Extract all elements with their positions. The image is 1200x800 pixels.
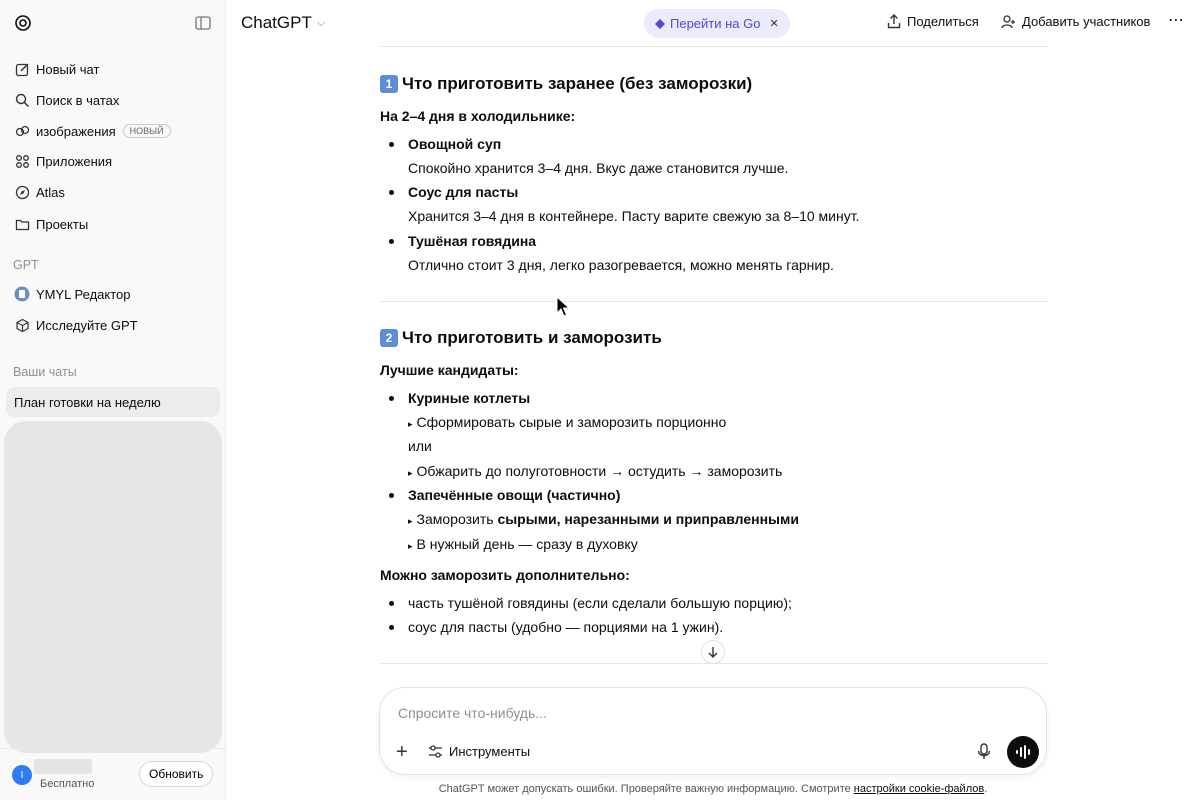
divider: [380, 301, 1048, 302]
bullet: [389, 142, 394, 147]
voice-mode-button[interactable]: [1007, 736, 1039, 768]
divider: [380, 46, 1048, 47]
disclaimer-text: ChatGPT может допускать ошибки. Проверяйте важную информацию. Смотрите: [438, 783, 854, 795]
sidebar-item-label: Проекты: [36, 216, 89, 232]
bullet: [389, 601, 394, 606]
list-item-or: или: [408, 438, 432, 454]
tools-button[interactable]: [428, 744, 530, 759]
sidebar-item-label: Новый чат: [36, 61, 100, 77]
bullet: [389, 239, 394, 244]
avatar[interactable]: I: [12, 765, 32, 785]
subline-text: В нужный день — сразу в духовку: [416, 536, 638, 552]
gpt-section-title: GPT: [13, 258, 39, 272]
section-2-heading: [380, 328, 662, 348]
subline-text: Сформировать сырые и заморозить порционно: [416, 414, 727, 430]
bullet: [389, 625, 394, 630]
sidebar-item-explore-gpts[interactable]: [6, 310, 220, 340]
new-badge: НОВЫЙ: [123, 124, 171, 138]
list-item-subline: [408, 511, 799, 527]
sidebar-item-label: Исследуйте GPT: [36, 317, 138, 333]
bullet: [389, 396, 394, 401]
list-item-title: Соус для пасты: [408, 184, 519, 200]
sidebar-toggle-icon[interactable]: [193, 13, 213, 33]
list-item-desc: Отлично стоит 3 дня, легко разогревается, можно менять гарнир.: [408, 257, 834, 273]
chevron-down-icon: ⌵: [316, 16, 326, 29]
subline-text: Обжарить до полуготовности → остудить → заморозить: [416, 463, 783, 479]
triangle-icon: ▸: [408, 419, 413, 429]
list-item-desc: Хранится 3–4 дня в контейнере. Пасту варите свежую за 8–10 минут.: [408, 208, 860, 224]
chat-item-active[interactable]: [6, 387, 220, 417]
triangle-icon: ▸: [408, 516, 413, 526]
microphone-icon[interactable]: [977, 743, 991, 763]
apps-icon: [14, 153, 30, 169]
close-icon[interactable]: ✕: [769, 18, 779, 30]
upgrade-button[interactable]: Обновить: [139, 761, 213, 787]
list-item-subline: [408, 463, 782, 479]
chats-section-title: Ваши чаты: [13, 365, 77, 379]
sliders-icon: [428, 745, 443, 758]
composer: [379, 687, 1047, 775]
list-item: часть тушёной говядины (если сделали большую порцию);: [408, 595, 792, 611]
folder-icon: [14, 216, 30, 232]
chat-title: План готовки на неделю: [14, 394, 161, 410]
chat-list-placeholder: [4, 421, 222, 753]
section-1-subtitle: На 2–4 дня в холодильнике:: [380, 108, 576, 124]
sidebar-item-search[interactable]: [6, 85, 220, 115]
sidebar-item-apps[interactable]: [6, 146, 220, 176]
sidebar-item-label: изображения: [36, 123, 116, 139]
triangle-icon: ▸: [408, 541, 413, 551]
bullet: [389, 493, 394, 498]
list-item-title: Куриные котлеты: [408, 390, 531, 406]
keycap-number-icon: 2: [380, 329, 398, 347]
sidebar-item-label: YMYL Редактор: [36, 286, 131, 302]
disclaimer-end: .: [984, 783, 988, 795]
sidebar-item-label: Поиск в чатах: [36, 92, 120, 108]
bullet: [389, 190, 394, 195]
sidebar-item-atlas[interactable]: [6, 177, 220, 207]
waveform-icon: [1015, 745, 1031, 759]
compass-icon: [14, 184, 30, 200]
list-item-subline: [408, 414, 726, 430]
user-name-redacted: [34, 759, 92, 774]
go-pill-label: Перейти на Go: [670, 16, 761, 31]
share-label: Поделиться: [907, 14, 979, 29]
cube-icon: [14, 317, 30, 333]
sidebar-item-ymyl-editor[interactable]: [6, 279, 220, 309]
prompt-input[interactable]: [398, 702, 958, 724]
edit-icon: [14, 61, 30, 77]
list-item-title: Тушёная говядина: [408, 233, 537, 249]
add-participants-label: Добавить участников: [1022, 14, 1151, 29]
list-item-title: Запечённые овощи (частично): [408, 487, 621, 503]
triangle-icon: ▸: [408, 468, 413, 478]
tools-label: Инструменты: [449, 744, 531, 759]
plan-label: Бесплатно: [40, 778, 95, 790]
share-icon: [887, 14, 901, 29]
extra-subtitle: Можно заморозить дополнительно:: [380, 567, 630, 583]
more-options-icon[interactable]: ⋯: [1168, 12, 1185, 29]
subline-bold-text: сырыми, нарезанными и приправленными: [497, 511, 799, 527]
keycap-number-icon: 1: [380, 75, 398, 93]
model-selector[interactable]: [241, 13, 325, 33]
subline-text: Заморозить: [416, 511, 498, 527]
sidebar-item-images[interactable]: [6, 116, 220, 146]
diamond-icon: [655, 19, 665, 29]
list-item: соус для пасты (удобно — порциями на 1 ужин).: [408, 619, 724, 635]
gpt-avatar-icon: [14, 286, 30, 302]
sidebar-item-new-chat[interactable]: [6, 54, 220, 84]
section-1-heading: [380, 74, 752, 94]
model-name: ChatGPT: [241, 13, 312, 32]
disclaimer: [0, 783, 1200, 795]
list-item-title: Овощной суп: [408, 136, 502, 152]
add-attachment-icon[interactable]: +: [396, 741, 408, 763]
go-upgrade-pill[interactable]: [644, 9, 790, 38]
section-1-title: Что приготовить заранее (без заморозки): [402, 74, 753, 93]
list-item-desc: Спокойно хранится 3–4 дня. Вкус даже становится лучше.: [408, 160, 789, 176]
openai-logo-icon[interactable]: [12, 12, 34, 34]
add-participants-button[interactable]: [1001, 14, 1150, 29]
mouse-cursor-icon: [556, 296, 570, 321]
arrow-down-icon: [707, 646, 719, 659]
sidebar-item-label: Приложения: [36, 153, 113, 169]
header: [227, 0, 1200, 46]
cookie-settings-link[interactable]: настройки cookie-файлов: [853, 783, 985, 795]
share-button[interactable]: [887, 14, 979, 29]
sidebar: [0, 0, 226, 800]
scroll-down-button[interactable]: [701, 640, 725, 664]
section-2-title: Что приготовить и заморозить: [402, 328, 662, 347]
search-icon: [14, 92, 30, 108]
list-item-subline: [408, 536, 638, 552]
section-2-subtitle: Лучшие кандидаты:: [380, 362, 519, 378]
add-user-icon: [1001, 14, 1016, 29]
sidebar-item-label: Atlas: [36, 184, 65, 200]
sidebar-item-projects[interactable]: [6, 209, 220, 239]
image-icon: [14, 123, 30, 139]
